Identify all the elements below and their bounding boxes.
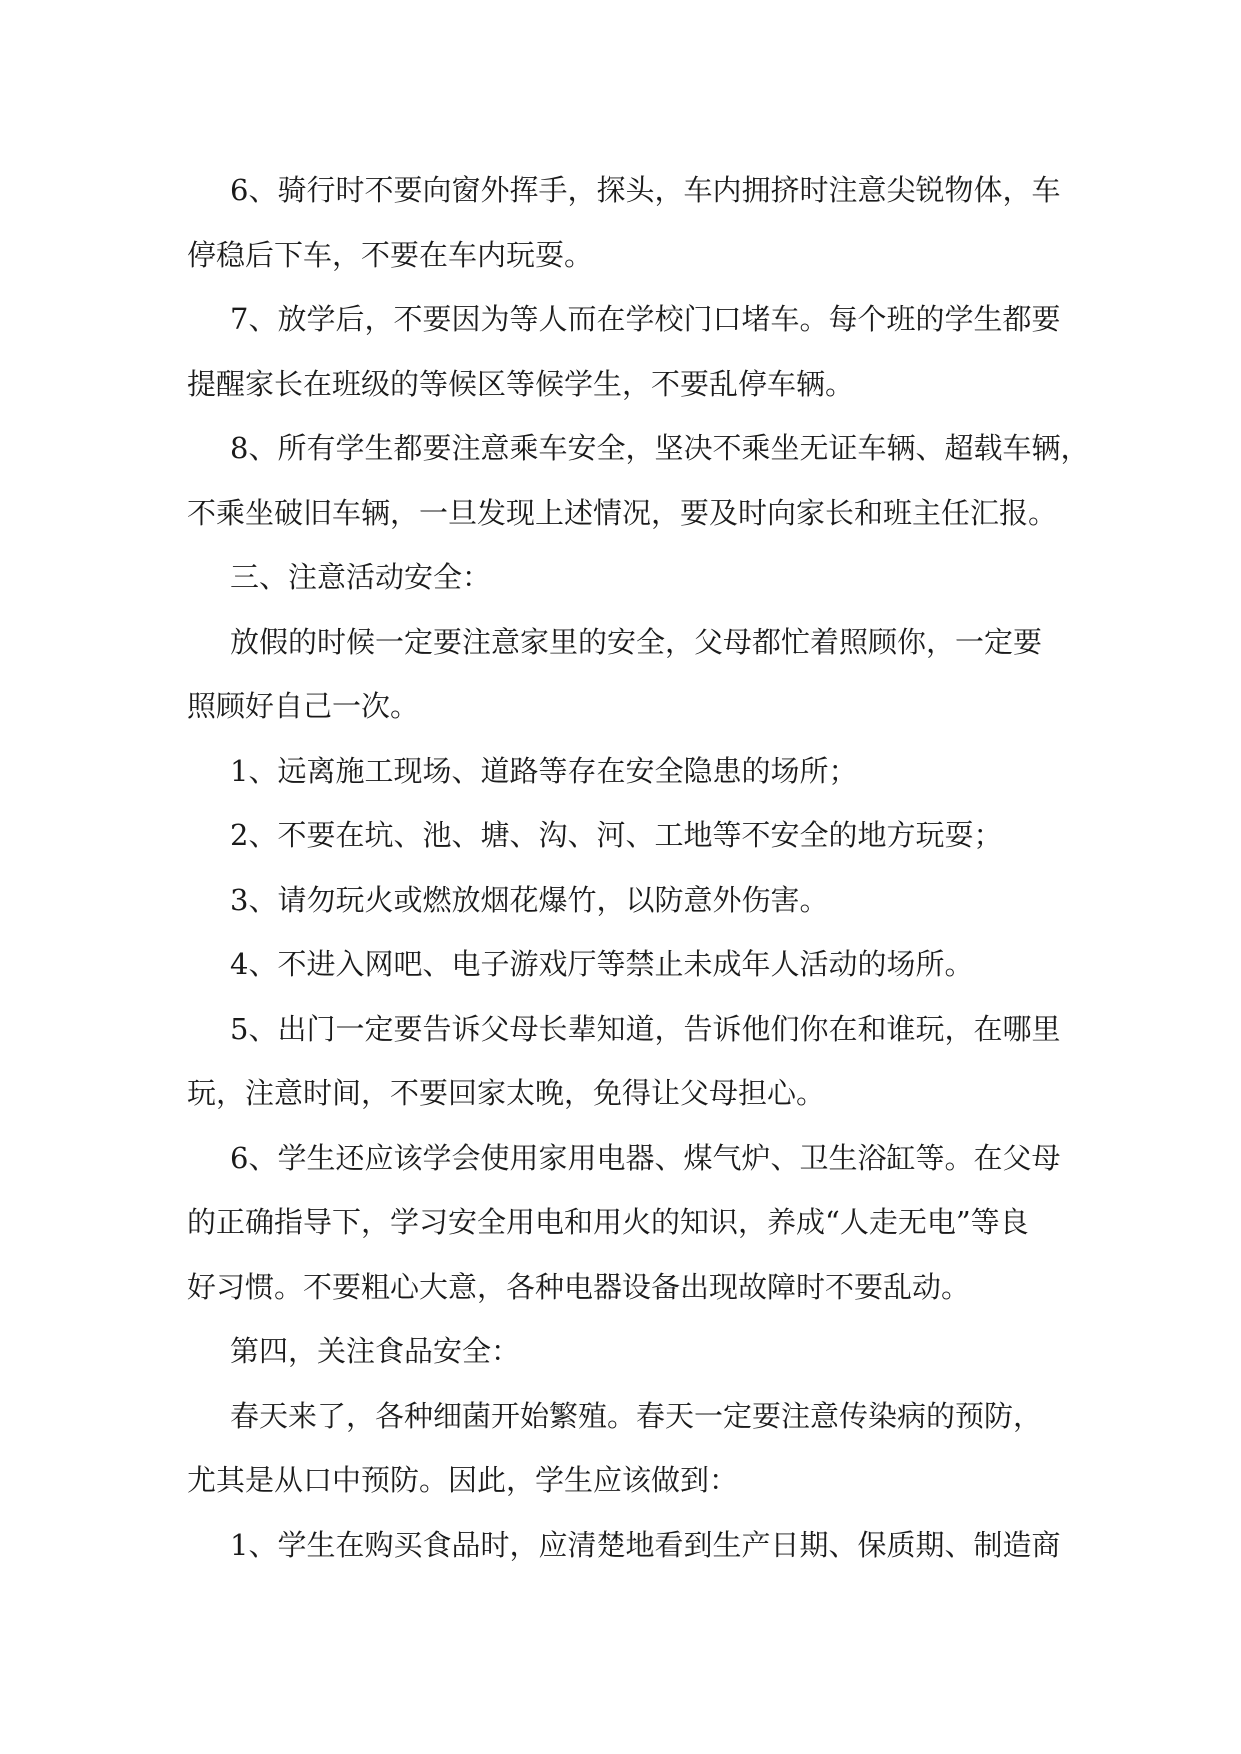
text-line: 4、不进入网吧、电子游戏厅等禁止未成年人活动的场所。 [230,947,974,981]
text-line: 的正确指导下，学习安全用电和用火的知识，养成“人走无电”等良 [187,1205,1029,1239]
section-heading: 三、注意活动安全： [230,560,492,594]
text-line: 3、请勿玩火或燃放烟花爆竹，以防意外伤害。 [230,882,829,917]
text-line: 放假的时候一定要注意家里的安全，父母都忙着照顾你，一定要 [230,624,1043,659]
text-line: 1、学生在购买食品时，应清楚地看到生产日期、保质期、制造商 [230,1527,1061,1562]
text-line: 7、放学后，不要因为等人而在学校门口堵车。每个班的学生都要 [230,302,1061,336]
text-line: 提醒家长在班级的等候区等候学生，不要乱停车辆。 [187,366,855,401]
text-line: 1、远离施工现场、道路等存在安全隐患的场所； [230,753,858,788]
text-line: 2、不要在坑、池、塘、沟、河、工地等不安全的地方玩耍； [230,818,1003,852]
text-line: 玩，注意时间，不要回家太晚，免得让父母担心。 [187,1076,826,1110]
text-line: 停稳后下车，不要在车内玩耍。 [187,237,594,272]
text-line: 春天来了，各种细菌开始繁殖。春天一定要注意传染病的预防， [230,1398,1043,1433]
text-line: 8、所有学生都要注意乘车安全，坚决不乘坐无证车辆、超载车辆， [230,431,1090,465]
text-line: 好习惯。不要粗心大意，各种电器设备出现故障时不要乱动。 [187,1269,971,1304]
section-heading: 第四，关注食品安全： [230,1334,521,1368]
text-line: 尤其是从口中预防。因此，学生应该做到： [187,1463,739,1497]
text-line: 6、学生还应该学会使用家用电器、煤气炉、卫生浴缸等。在父母 [230,1140,1061,1175]
text-line: 5、出门一定要告诉父母长辈知道，告诉他们你在和谁玩，在哪里 [230,1011,1061,1046]
document-body [187,158,1090,1577]
text-line: 不乘坐破旧车辆，一旦发现上述情况，要及时向家长和班主任汇报。 [187,495,1058,530]
text-line: 照顾好自己一次。 [187,689,420,723]
text-line: 6、骑行时不要向窗外挥手，探头，车内拥挤时注意尖锐物体，车 [230,173,1061,207]
